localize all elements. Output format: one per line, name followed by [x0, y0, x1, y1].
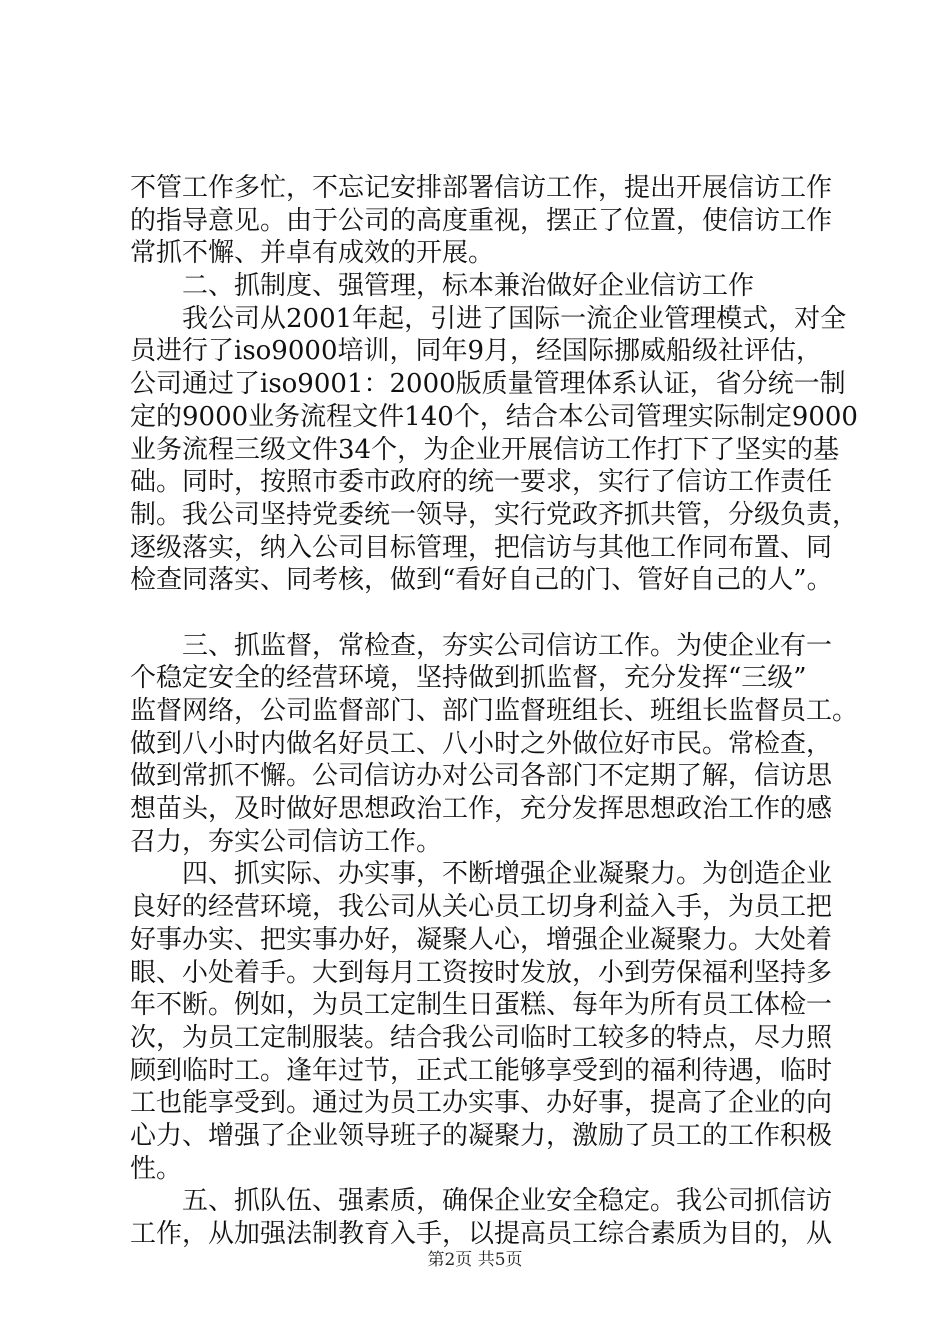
- body-line: 工作，从加强法制教育入手，以提高员工综合素质为目的，从: [130, 1219, 833, 1249]
- body-line: 础。同时，按照市委市政府的统一要求，实行了信访工作责任: [130, 467, 833, 498]
- section-3-start: 三、抓监督，常检查，夯实公司信访工作。为使企业有一: [182, 630, 833, 661]
- body-line: 眼、小处着手。大到每月工资按时发放，小到劳保福利坚持多: [130, 957, 833, 988]
- document-body: [130, 172, 859, 1251]
- body-line: 检查同落实、同考核，做到“看好自己的门、管好自己的人”。: [130, 565, 833, 596]
- body-line: 业务流程三级文件34个，为企业开展信访工作打下了坚实的基: [130, 434, 840, 465]
- body-line: 性。: [130, 1153, 183, 1184]
- body-line: 常抓不懈、并卓有成效的开展。: [130, 238, 495, 269]
- section-5-start: 五、抓队伍、强素质，确保企业安全稳定。我公司抓信访: [182, 1186, 833, 1217]
- paragraph-gap: [130, 597, 830, 630]
- body-line: 的指导意见。由于公司的高度重视，摆正了位置，使信访工作: [130, 205, 833, 236]
- page-number-footer: 第2页 共5页: [427, 1250, 523, 1270]
- body-line: 公司通过了iso9001：2000版质量管理体系认证，省分统一制: [130, 369, 846, 400]
- body-line: 年不断。例如，为员工定制生日蛋糕、每年为所有员工体检一: [130, 990, 833, 1021]
- body-line: 好事办实、把实事办好，凝聚人心，增强企业凝聚力。大处着: [130, 924, 833, 955]
- section-4-start: 四、抓实际、办实事，不断增强企业凝聚力。为创造企业: [182, 859, 833, 890]
- body-line: 工也能享受到。通过为员工办实事、办好事，提高了企业的向: [130, 1088, 833, 1119]
- body-line: 制。我公司坚持党委统一领导，实行党政齐抓共管，分级负责，: [130, 499, 859, 530]
- body-line: 监督网络，公司监督部门、部门监督班组长、班组长监督员工。: [130, 696, 859, 726]
- body-line: 做到常抓不懈。公司信访办对公司各部门不定期了解，信访思: [130, 761, 833, 792]
- body-line: 心力、增强了企业领导班子的凝聚力，激励了员工的工作积极: [130, 1120, 833, 1151]
- body-line: 想苗头，及时做好思想政治工作，充分发挥思想政治工作的感: [130, 794, 833, 825]
- body-line: 召力，夯实公司信访工作。: [130, 826, 443, 857]
- body-line: 顾到临时工。逢年过节，正式工能够享受到的福利待遇，临时: [130, 1055, 833, 1086]
- body-line: 良好的经营环境，我公司从关心员工切身利益入手，为员工把: [130, 892, 833, 923]
- body-line: 员进行了iso9000培训，同年9月，经国际挪威船级社评估，: [130, 336, 823, 367]
- body-line: 次，为员工定制服装。结合我公司临时工较多的特点，尽力照: [130, 1022, 833, 1053]
- body-line: 定的9000业务流程文件140个，结合本公司管理实际制定9000: [130, 401, 858, 432]
- body-line: 逐级落实，纳入公司目标管理，把信访与其他工作同布置、同: [130, 532, 833, 563]
- paragraph-start: 我公司从2001年起，引进了国际一流企业管理模式，对全: [182, 303, 847, 334]
- section-heading-2: 二、抓制度、强管理，标本兼治做好企业信访工作: [182, 271, 755, 302]
- body-line: 做到八小时内做名好员工、八小时之外做位好市民。常检查，: [130, 728, 833, 759]
- body-line: 不管工作多忙，不忘记安排部署信访工作，提出开展信访工作: [130, 173, 833, 203]
- body-line: 个稳定安全的经营环境，坚持做到抓监督，充分发挥“三级”: [130, 663, 807, 694]
